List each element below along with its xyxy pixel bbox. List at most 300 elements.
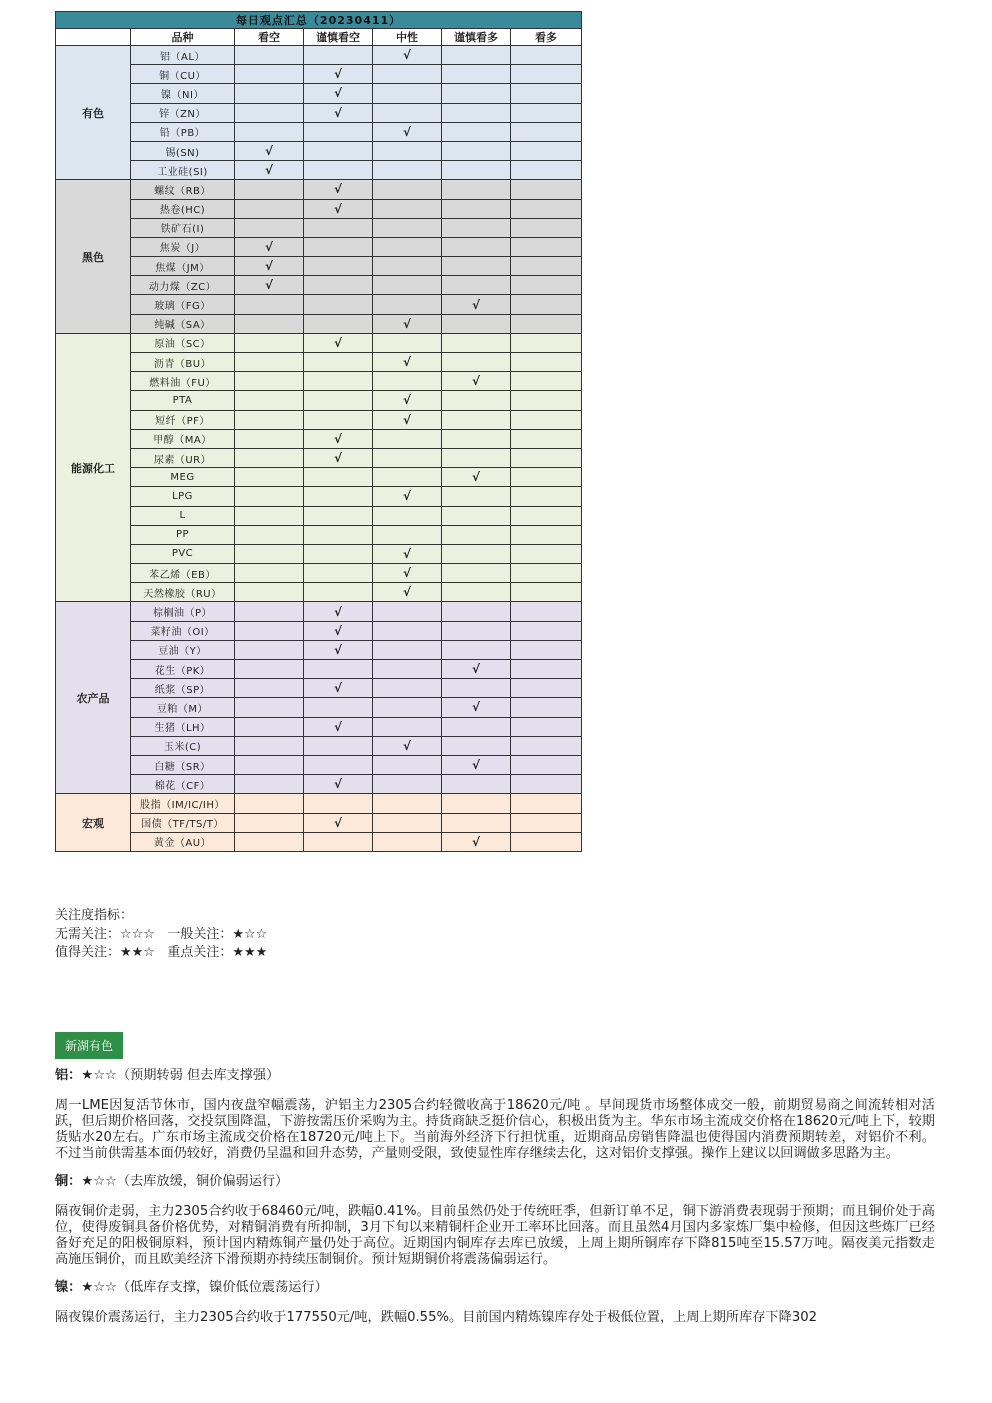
variety-cell: 镍（NI）	[131, 84, 235, 103]
view-cell	[442, 583, 511, 602]
view-cell	[373, 736, 442, 755]
view-cell	[511, 333, 582, 352]
view-cell	[442, 391, 511, 410]
column-header: 谨慎看空	[304, 29, 373, 46]
variety-cell: 苯乙烯（EB）	[131, 564, 235, 583]
view-cell	[304, 180, 373, 199]
view-cell	[511, 736, 582, 755]
variety-cell: 动力煤（ZC）	[131, 276, 235, 295]
view-cell	[373, 525, 442, 544]
daily-view-table	[55, 11, 582, 852]
view-cell	[304, 832, 373, 851]
view-cell	[304, 84, 373, 103]
check-mark: √	[402, 393, 411, 408]
variety-cell: 纯碱（SA）	[131, 314, 235, 333]
view-cell	[373, 698, 442, 717]
variety-cell: 豆油（Y）	[131, 640, 235, 659]
table-row	[56, 775, 582, 794]
table-row	[56, 122, 582, 141]
view-cell	[442, 429, 511, 448]
check-mark: √	[333, 642, 342, 657]
table-row	[56, 564, 582, 583]
view-cell	[511, 372, 582, 391]
view-cell	[373, 65, 442, 84]
check-mark: √	[471, 758, 480, 773]
table-title: 每日观点汇总（20230411）	[56, 12, 582, 29]
view-cell	[511, 410, 582, 429]
view-cell	[442, 736, 511, 755]
table-row	[56, 583, 582, 602]
check-mark: √	[402, 738, 411, 753]
variety-cell: 玻璃（FG）	[131, 295, 235, 314]
view-cell	[511, 775, 582, 794]
table-row	[56, 698, 582, 717]
view-cell	[235, 218, 304, 237]
view-cell	[235, 487, 304, 506]
view-cell	[442, 257, 511, 276]
view-cell	[304, 46, 373, 65]
view-cell	[304, 660, 373, 679]
table-row	[56, 525, 582, 544]
view-cell	[442, 602, 511, 621]
view-cell	[511, 468, 582, 487]
corner-cell	[56, 29, 131, 46]
column-header: 看空	[235, 29, 304, 46]
view-cell	[442, 544, 511, 563]
table-row	[56, 660, 582, 679]
check-mark: √	[402, 124, 411, 139]
view-cell	[511, 161, 582, 180]
view-cell	[442, 314, 511, 333]
table-row	[56, 429, 582, 448]
table-row	[56, 679, 582, 698]
view-cell	[511, 717, 582, 736]
view-cell	[235, 621, 304, 640]
view-cell	[442, 468, 511, 487]
view-cell	[442, 506, 511, 525]
table-row	[56, 410, 582, 429]
variety-cell: L	[131, 506, 235, 525]
view-cell	[304, 717, 373, 736]
view-cell	[511, 391, 582, 410]
view-cell	[442, 640, 511, 659]
variety-cell: 锡(SN)	[131, 141, 235, 160]
variety-cell: 棉花（CF）	[131, 775, 235, 794]
view-cell	[304, 103, 373, 122]
table-row	[56, 372, 582, 391]
view-cell	[511, 583, 582, 602]
view-cell	[511, 544, 582, 563]
view-cell	[304, 794, 373, 813]
view-cell	[235, 237, 304, 256]
view-cell	[304, 391, 373, 410]
table-row	[56, 65, 582, 84]
view-cell	[373, 410, 442, 429]
view-cell	[442, 794, 511, 813]
view-cell	[373, 583, 442, 602]
view-cell	[511, 276, 582, 295]
item-heading: 镍：★☆☆（低库存支撑，镍价低位震荡运行）	[55, 1280, 328, 1295]
check-mark: √	[471, 662, 480, 677]
view-cell	[373, 257, 442, 276]
column-header: 品种	[131, 29, 235, 46]
variety-cell: LPG	[131, 487, 235, 506]
check-mark: √	[333, 604, 342, 619]
view-cell	[511, 65, 582, 84]
view-cell	[373, 237, 442, 256]
view-cell	[373, 660, 442, 679]
item-heading: 铜：★☆☆（去库放缓，铜价偏弱运行）	[55, 1174, 289, 1189]
view-cell	[442, 448, 511, 467]
variety-cell: 短纤（PF）	[131, 410, 235, 429]
table-row	[56, 84, 582, 103]
table-row	[56, 832, 582, 851]
view-cell	[511, 199, 582, 218]
view-cell	[373, 679, 442, 698]
column-header: 谨慎看多	[442, 29, 511, 46]
item-body: 周一LME因复活节休市，国内夜盘窄幅震荡，沪铝主力2305合约轻微收高于18620元/吨 。早间现货市场整体成交一般，前期贸易商之间流转相对活跃，但后期价格回落，交投氛围降温，下游按需压价采购为主。持货商缺乏挺价信心，积极出货为主。华东市场主流成交价格在18620元/吨上下，较期货贴水20左右。广东市场主流成交价格在18720元/吨上下。当前海外经济下行担忧重，近期商品房销售降温也使得国内消费预期转差，对铝价不利。不过当前供需基本面仍较好，消费仍呈温和回升态势，产量则受限，致使显性库存继续去化，这对铝价支撑强。操作上建议以回调做多思路为主。	[55, 1098, 935, 1161]
category-cell: 宏观	[56, 794, 131, 852]
check-mark: √	[471, 374, 480, 389]
view-cell	[373, 813, 442, 832]
view-cell	[373, 468, 442, 487]
view-cell	[442, 65, 511, 84]
table-row	[56, 353, 582, 372]
title-row	[56, 12, 582, 29]
view-cell	[235, 103, 304, 122]
check-mark: √	[333, 623, 342, 638]
check-mark: √	[264, 163, 273, 178]
variety-cell: 沥青（BU）	[131, 353, 235, 372]
view-cell	[442, 46, 511, 65]
view-cell	[235, 122, 304, 141]
view-cell	[373, 564, 442, 583]
check-mark: √	[402, 546, 411, 561]
view-cell	[304, 679, 373, 698]
view-cell	[235, 832, 304, 851]
variety-cell: 生猪（LH）	[131, 717, 235, 736]
view-cell	[235, 353, 304, 372]
view-cell	[373, 333, 442, 352]
header-row	[56, 29, 582, 46]
view-cell	[442, 525, 511, 544]
view-cell	[304, 122, 373, 141]
view-cell	[373, 295, 442, 314]
view-cell	[304, 506, 373, 525]
view-cell	[235, 564, 304, 583]
view-cell	[511, 525, 582, 544]
view-cell	[442, 161, 511, 180]
view-cell	[304, 544, 373, 563]
view-cell	[373, 544, 442, 563]
table-row	[56, 621, 582, 640]
check-mark: √	[333, 815, 342, 830]
legend-title: 关注度指标：	[55, 908, 134, 923]
view-cell	[304, 276, 373, 295]
view-cell	[235, 679, 304, 698]
view-cell	[511, 353, 582, 372]
variety-cell: 黄金（AU）	[131, 832, 235, 851]
view-cell	[511, 295, 582, 314]
view-cell	[442, 353, 511, 372]
table-row	[56, 199, 582, 218]
variety-cell: 花生（PK）	[131, 660, 235, 679]
variety-cell: 焦炭（J）	[131, 237, 235, 256]
table-row	[56, 333, 582, 352]
variety-cell: 菜籽油（OI）	[131, 621, 235, 640]
view-cell	[235, 276, 304, 295]
view-cell	[235, 295, 304, 314]
view-cell	[304, 257, 373, 276]
variety-cell: 燃料油（FU）	[131, 372, 235, 391]
view-cell	[235, 372, 304, 391]
view-cell	[235, 410, 304, 429]
view-cell	[304, 583, 373, 602]
view-cell	[304, 525, 373, 544]
check-mark: √	[333, 777, 342, 792]
check-mark: √	[333, 105, 342, 120]
check-mark: √	[471, 297, 480, 312]
view-cell	[511, 487, 582, 506]
table-row	[56, 448, 582, 467]
section-tag: 新湖有色	[55, 1032, 123, 1059]
view-cell	[235, 736, 304, 755]
view-cell	[235, 65, 304, 84]
view-cell	[511, 103, 582, 122]
variety-cell: 铁矿石(I)	[131, 218, 235, 237]
view-cell	[442, 487, 511, 506]
view-cell	[511, 122, 582, 141]
view-cell	[511, 755, 582, 774]
table-row	[56, 257, 582, 276]
view-cell	[511, 84, 582, 103]
variety-cell: 白糖（SR）	[131, 755, 235, 774]
item-body: 隔夜铜价走弱，主力2305合约收于68460元/吨，跌幅0.41%。目前虽然仍处于传统旺季，但新订单不足，铜下游消费表现弱于预期；而且铜价处于高位，使得废铜具备价格优势，对精铜消费有所抑制，3月下旬以来精铜杆企业开工率环比回落。而且虽然4月国内多家炼厂集中检修，但因这些炼厂已经备好充足的阳极铜原料，预计国内精炼铜产量仍处于高位。近期国内铜库存去库已放缓，上周上期所铜库存下降815吨至15.57万吨。隔夜美元指数走高施压铜价，而且欧美经济下滑预期亦持续压制铜价。预计短期铜价将震荡偏弱运行。	[55, 1204, 935, 1267]
check-mark: √	[402, 489, 411, 504]
view-cell	[373, 276, 442, 295]
variety-cell: 螺纹（RB）	[131, 180, 235, 199]
view-cell	[511, 640, 582, 659]
check-mark: √	[402, 316, 411, 331]
legend-line-2: 值得关注：★★☆ 重点关注：★★★	[55, 945, 268, 960]
variety-cell: 股指（IM/IC/IH）	[131, 794, 235, 813]
check-mark: √	[264, 144, 273, 159]
view-cell	[235, 46, 304, 65]
check-mark: √	[264, 239, 273, 254]
view-cell	[442, 218, 511, 237]
view-cell	[373, 832, 442, 851]
view-cell	[373, 429, 442, 448]
table-row	[56, 161, 582, 180]
view-cell	[304, 448, 373, 467]
view-cell	[304, 314, 373, 333]
view-cell	[304, 353, 373, 372]
view-cell	[511, 679, 582, 698]
variety-cell: PVC	[131, 544, 235, 563]
variety-cell: 纸浆（SP）	[131, 679, 235, 698]
check-mark: √	[333, 431, 342, 446]
view-cell	[304, 813, 373, 832]
view-cell	[442, 141, 511, 160]
view-cell	[511, 314, 582, 333]
view-cell	[235, 583, 304, 602]
check-mark: √	[333, 201, 342, 216]
view-cell	[304, 429, 373, 448]
view-cell	[235, 161, 304, 180]
view-cell	[442, 813, 511, 832]
table-row	[56, 640, 582, 659]
table-row	[56, 755, 582, 774]
view-cell	[511, 448, 582, 467]
view-cell	[235, 141, 304, 160]
view-cell	[442, 775, 511, 794]
view-cell	[235, 180, 304, 199]
view-cell	[373, 103, 442, 122]
legend-line-1: 无需关注：☆☆☆ 一般关注：★☆☆	[55, 926, 268, 942]
view-cell	[373, 314, 442, 333]
check-mark: √	[333, 451, 342, 466]
view-cell	[235, 468, 304, 487]
view-cell	[373, 602, 442, 621]
view-cell	[442, 84, 511, 103]
view-cell	[235, 717, 304, 736]
view-cell	[235, 333, 304, 352]
variety-cell: 天然橡胶（RU）	[131, 583, 235, 602]
view-cell	[304, 218, 373, 237]
view-cell	[511, 506, 582, 525]
view-cell	[442, 276, 511, 295]
view-cell	[442, 372, 511, 391]
view-cell	[373, 353, 442, 372]
check-mark: √	[333, 67, 342, 82]
view-cell	[304, 755, 373, 774]
view-cell	[442, 237, 511, 256]
view-cell	[304, 640, 373, 659]
variety-cell: 焦煤（JM）	[131, 257, 235, 276]
check-mark: √	[264, 259, 273, 274]
view-cell	[511, 794, 582, 813]
variety-cell: 棕榈油（P）	[131, 602, 235, 621]
table-row	[56, 391, 582, 410]
check-mark: √	[402, 585, 411, 600]
item-body: 隔夜镍价震荡运行，主力2305合约收于177550元/吨，跌幅0.55%。目前国内精炼镍库存处于极低位置，上周上期所库存下降302	[55, 1310, 818, 1325]
view-cell	[511, 698, 582, 717]
view-cell	[442, 410, 511, 429]
view-cell	[373, 621, 442, 640]
view-cell	[511, 46, 582, 65]
view-cell	[373, 180, 442, 199]
view-cell	[304, 372, 373, 391]
view-cell	[304, 410, 373, 429]
check-mark: √	[402, 566, 411, 581]
view-cell	[442, 333, 511, 352]
view-cell	[304, 295, 373, 314]
view-cell	[442, 564, 511, 583]
view-cell	[304, 468, 373, 487]
view-cell	[235, 640, 304, 659]
check-mark: √	[402, 48, 411, 63]
view-cell	[235, 391, 304, 410]
check-mark: √	[333, 681, 342, 696]
view-cell	[373, 717, 442, 736]
table-row	[56, 544, 582, 563]
check-mark: √	[333, 182, 342, 197]
view-cell	[511, 564, 582, 583]
view-cell	[304, 333, 373, 352]
view-cell	[235, 257, 304, 276]
variety-cell: PP	[131, 525, 235, 544]
view-cell	[373, 755, 442, 774]
view-cell	[235, 525, 304, 544]
variety-cell: 热卷(HC)	[131, 199, 235, 218]
variety-cell: 锌（ZN）	[131, 103, 235, 122]
view-cell	[235, 314, 304, 333]
variety-cell: 铝（AL）	[131, 46, 235, 65]
view-cell	[511, 602, 582, 621]
view-cell	[235, 199, 304, 218]
view-cell	[373, 487, 442, 506]
view-cell	[373, 46, 442, 65]
view-cell	[442, 103, 511, 122]
view-cell	[442, 698, 511, 717]
view-cell	[442, 679, 511, 698]
view-cell	[235, 429, 304, 448]
table-row	[56, 794, 582, 813]
category-cell: 黑色	[56, 180, 131, 334]
view-cell	[511, 237, 582, 256]
view-cell	[511, 257, 582, 276]
view-cell	[373, 218, 442, 237]
view-cell	[304, 621, 373, 640]
view-cell	[373, 84, 442, 103]
variety-cell: 豆粕（M）	[131, 698, 235, 717]
view-cell	[373, 794, 442, 813]
view-cell	[235, 775, 304, 794]
check-mark: √	[333, 719, 342, 734]
table-row	[56, 295, 582, 314]
view-cell	[511, 218, 582, 237]
table-row	[56, 276, 582, 295]
view-cell	[442, 122, 511, 141]
variety-cell: 铅（PB）	[131, 122, 235, 141]
view-cell	[235, 755, 304, 774]
view-cell	[235, 448, 304, 467]
view-cell	[235, 660, 304, 679]
variety-cell: 玉米(C)	[131, 736, 235, 755]
view-cell	[235, 698, 304, 717]
check-mark: √	[471, 470, 480, 485]
view-cell	[442, 755, 511, 774]
view-cell	[373, 141, 442, 160]
column-header: 看多	[511, 29, 582, 46]
view-cell	[373, 199, 442, 218]
category-cell: 能源化工	[56, 333, 131, 602]
view-cell	[304, 199, 373, 218]
view-cell	[442, 660, 511, 679]
category-cell: 农产品	[56, 602, 131, 794]
view-cell	[511, 832, 582, 851]
view-cell	[373, 372, 442, 391]
view-cell	[304, 698, 373, 717]
check-mark: √	[471, 700, 480, 715]
variety-cell: 铜（CU）	[131, 65, 235, 84]
variety-cell: 原油（SC）	[131, 333, 235, 352]
view-cell	[304, 237, 373, 256]
table-row	[56, 468, 582, 487]
view-cell	[511, 813, 582, 832]
view-cell	[304, 775, 373, 794]
view-cell	[235, 84, 304, 103]
